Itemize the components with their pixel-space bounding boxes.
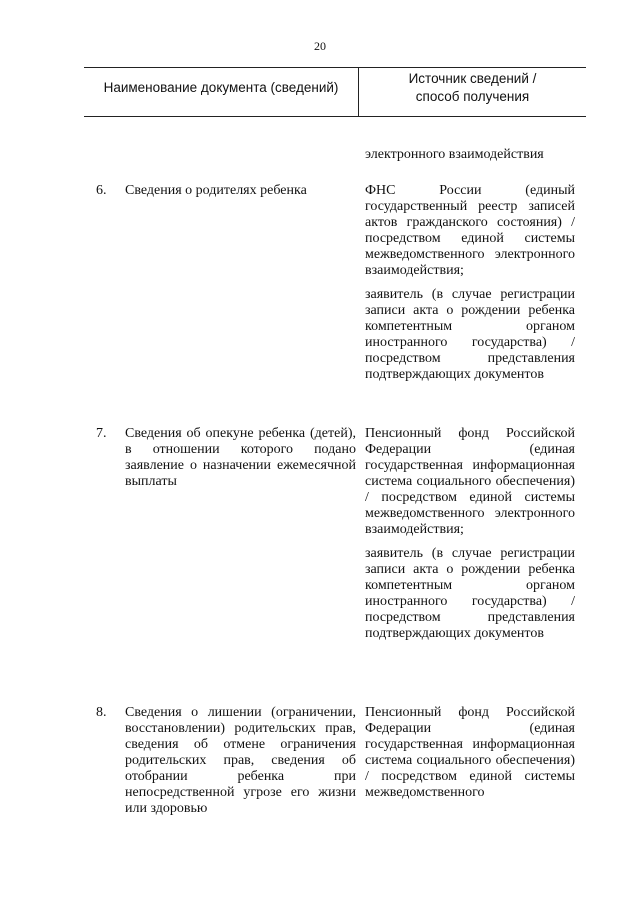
document-name: Сведения об опекуне ребенка (детей), в отношении которого подано заявление о назначении ежемесячной выплаты (125, 426, 356, 489)
continued-source-text: электронного взаимодействия (365, 147, 544, 162)
column-header-source-line2: способ получения (415, 89, 530, 104)
source-cell (365, 183, 575, 383)
document-name: Сведения о лишении (ограничении, восстановлении) родительских прав, сведения об отмене ограничения родительских прав, сведения об отобрании ребенка при непосредственной угрозе его жизни или здоровью (125, 705, 356, 816)
column-header-source (359, 70, 586, 106)
source-paragraph: заявитель (в случае регистрации записи акта о рождении ребенка компетентным органом иностранного государства) / посредством представления подтверждающих документов (365, 287, 575, 382)
source-cell (365, 426, 575, 642)
source-paragraph: Пенсионный фонд Российской Федерации (единая государственная информационная система социального обеспечения) / посредством единой системы межведомственного электронного взаимодействия; (365, 426, 575, 537)
table-top-rule (84, 67, 586, 68)
document-name: Сведения о родителях ребенка (125, 183, 307, 198)
row-number: 6. (96, 183, 107, 198)
page-number: 20 (314, 39, 326, 53)
row-number: 7. (96, 426, 107, 441)
source-paragraph: Пенсионный фонд Российской Федерации (единая государственная информационная система социального обеспечения) / посредством единой системы межведомственного (365, 705, 575, 800)
column-header-document-name: Наименование документа (сведений) (103, 80, 339, 95)
source-paragraph: заявитель (в случае регистрации записи акта о рождении ребенка компетентным органом иностранного государства) / посредством представления подтверждающих документов (365, 546, 575, 641)
header-bottom-rule (84, 116, 586, 117)
row-number: 8. (96, 705, 107, 720)
source-paragraph: ФНС России (единый государственный реестр записей актов гражданского состояния) / посредством единой системы межведомственного электронного взаимодействия; (365, 183, 575, 278)
source-cell (365, 705, 575, 801)
column-header-source-line1: Источник сведений / (408, 71, 537, 86)
